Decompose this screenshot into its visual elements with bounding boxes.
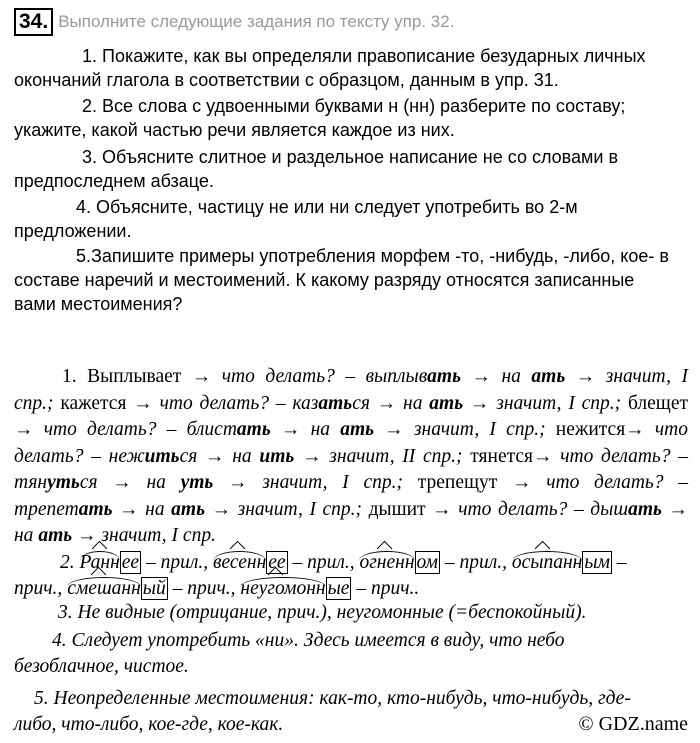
answer-text: → значит, I спр.;: [463, 392, 622, 414]
answer-text: что делать? – выплыв: [221, 366, 428, 387]
word-stem: Ранн: [79, 552, 120, 573]
part-of-speech: –: [611, 552, 627, 573]
answer-2-line-2: [14, 578, 688, 600]
word-ending: ее: [121, 552, 140, 573]
ending-highlight: уть: [180, 472, 214, 493]
task-line: предложении.: [14, 221, 132, 241]
answer-text: ся → на: [352, 392, 430, 414]
ending-highlight: ать: [427, 366, 462, 387]
word-stem: осыпанн: [511, 552, 583, 573]
answer-text: что делать? –: [560, 445, 689, 467]
answer-2-line-1: [60, 552, 700, 574]
task-line: составе наречий и местоимений. К какому разряду относятся записанные: [14, 270, 635, 290]
exercise-header: [14, 8, 454, 36]
task-line: 1. Покажите, как вы определяли правописание безударных личных: [82, 46, 646, 66]
word-ending: ые: [327, 578, 350, 599]
word-ending: ым: [584, 552, 610, 573]
word-ending: ом: [416, 552, 438, 573]
answer-text: ся → на: [179, 445, 260, 467]
answer-2-line-start: прич.,: [14, 578, 68, 599]
answer-text: что делать? – дыш: [458, 498, 629, 520]
word-stem: весенн: [212, 552, 267, 573]
answer-text: → значит, II спр.;: [294, 445, 463, 467]
task-line: 4. Объясните, частицу не или ни следует употребить во 2-м: [76, 197, 578, 217]
part-of-speech: – прил.,: [287, 552, 360, 573]
answer-4-line-1: 4. Следует употребить «ни». Здесь имеется в виду, что небо: [52, 630, 565, 651]
ending-highlight: ать: [78, 498, 113, 520]
answer-text: что делать? – каз: [159, 392, 319, 414]
answer-text: трепет: [14, 498, 79, 520]
ending-highlight: ать: [628, 498, 662, 520]
ending-highlight: ать: [340, 419, 375, 440]
answer-1-line: [14, 419, 688, 441]
ending-highlight: ать: [38, 525, 73, 546]
answer-5-line-2: либо, что-либо, кое-где, кое-как.: [14, 714, 284, 735]
task-line: окончаний глагола в соответствии с образцом, данным в упр. 31.: [14, 70, 559, 90]
answer-2-prefix: 2.: [60, 552, 80, 573]
answer-1-line: [14, 472, 688, 494]
answer-text: тянется→: [462, 445, 561, 467]
answer-text: → значит, I спр.;: [374, 419, 546, 440]
answer-text: спр.;: [14, 392, 54, 414]
answer-4-line-2: безоблачное, чистое.: [14, 656, 189, 677]
part-of-speech: – прил.,: [141, 552, 213, 573]
part-of-speech: – прич.,: [167, 578, 241, 599]
answer-3: 3. Не видные (отрицание, прич.), неугомонные (=беспокойный).: [58, 602, 587, 623]
answer-text: → на: [112, 498, 172, 520]
word-stem: огненн: [359, 552, 415, 573]
answer-1-line: [14, 525, 688, 547]
answer-text: что делать? – блист: [43, 419, 237, 440]
answer-text: → значит, I спр.;: [205, 498, 363, 520]
word-ending: ее: [268, 552, 286, 573]
answer-text: что делать? –: [546, 472, 688, 493]
ending-highlight: ать: [236, 419, 271, 440]
answer-text: → значит, I спр.;: [213, 472, 404, 493]
answer-text: трепещут →: [403, 472, 547, 493]
word-stem: неугомонн: [240, 578, 326, 599]
ending-highlight: ить: [144, 445, 180, 467]
ending-highlight: ить: [259, 445, 295, 467]
answer-1-line: [14, 446, 688, 468]
word-ending: ый: [142, 578, 166, 599]
word-stem: смешанн: [67, 578, 141, 599]
exercise-instruction: Выполните следующие задания по тексту упр. 32.: [58, 12, 455, 31]
task-line: 5.Запишите примеры употребления морфем -то, -нибудь, -либо, кое- в: [76, 246, 669, 266]
answer-text: → на: [270, 419, 341, 440]
answer-text: что: [654, 419, 688, 440]
exercise-number: 34.: [14, 8, 53, 36]
answer-text: дышит →: [362, 498, 459, 520]
task-line: предпоследнем абзаце.: [14, 171, 214, 191]
answer-text: →: [661, 498, 688, 520]
answer-1-line: [14, 393, 688, 415]
answer-text: кажется →: [53, 392, 160, 414]
answer-5-line-1: 5. Неопределенные местоимения: как-то, кто-нибудь, что-нибудь, где-: [34, 688, 631, 709]
part-of-speech: – прил.,: [439, 552, 512, 573]
ending-highlight: ать: [171, 498, 206, 520]
answer-text: →: [14, 419, 44, 440]
ending-highlight: ать: [429, 392, 464, 414]
answer-text: блещет: [621, 392, 688, 414]
task-line: укажите, какой частью речи является каждое из них.: [14, 120, 455, 140]
answer-text: на: [14, 525, 39, 546]
part-of-speech: – прич..: [351, 578, 420, 599]
answer-text: ся → на: [79, 472, 181, 493]
task-line: 3. Объясните слитное и раздельное написание не со словами в: [82, 147, 619, 167]
answer-text: → значит, I спр.: [72, 525, 216, 546]
answer-text: тян: [14, 472, 48, 493]
answer-1-line: [14, 499, 688, 521]
answer-text: 1. Выплывает →: [62, 366, 222, 387]
answer-text: → значит, I: [565, 366, 688, 387]
ending-highlight: ать: [531, 366, 566, 387]
ending-highlight: ать: [318, 392, 353, 414]
answer-1-line: [62, 366, 688, 388]
watermark: © GDZ.name: [578, 713, 688, 735]
answer-text: делать? – неж: [14, 445, 145, 467]
task-line: вами местоимения?: [14, 294, 183, 314]
ending-highlight: уть: [47, 472, 80, 493]
task-line: 2. Все слова с удвоенными буквами н (нн) разберите по составу;: [82, 96, 626, 116]
answer-text: → на: [461, 366, 532, 387]
answer-text: нежится→: [545, 419, 655, 440]
